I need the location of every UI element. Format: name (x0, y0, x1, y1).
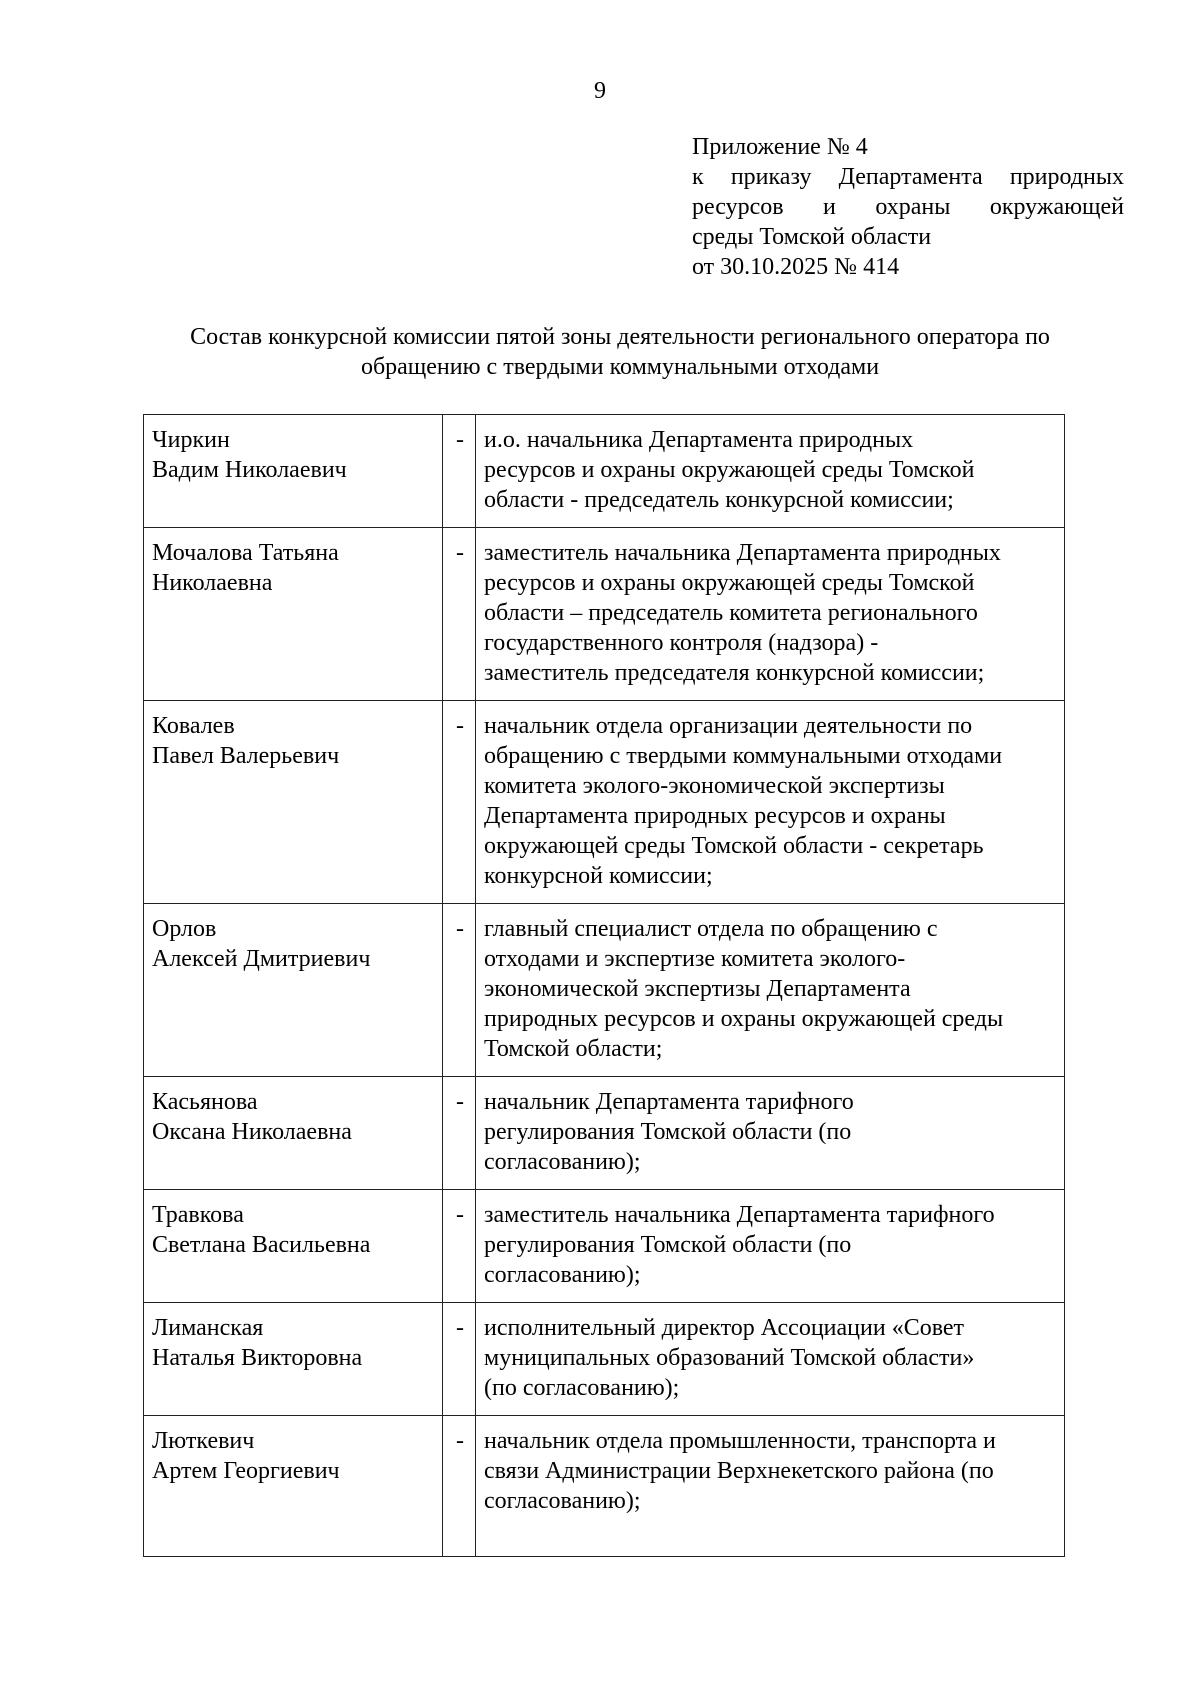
member-role-line: заместитель начальника Департамента природных (484, 540, 1001, 566)
member-role-line: природных ресурсов и охраны окружающей среды (484, 1006, 1004, 1032)
member-name-line: Травкова (152, 1202, 244, 1228)
member-role-line: начальник отдела организации деятельности по (484, 713, 973, 739)
member-name-cell (144, 701, 443, 904)
member-role-line: обращению с твердыми коммунальными отходами (484, 743, 1003, 769)
table-row (144, 904, 1065, 1077)
member-role-cell (476, 1190, 1065, 1303)
member-role-line: конкурсной комиссии; (484, 863, 713, 889)
dash-cell: - (443, 904, 476, 1077)
member-role-line: заместитель начальника Департамента тарифного (484, 1202, 995, 1228)
member-role-line: Департамента природных ресурсов и охраны (484, 803, 946, 829)
table-row (144, 415, 1065, 528)
appendix-header (692, 132, 1124, 282)
member-role-line: Томской области; (484, 1036, 663, 1062)
member-role-cell (476, 528, 1065, 701)
member-role-line: начальник Департамента тарифного (484, 1089, 854, 1115)
member-role-line: области - председатель конкурсной комиссии; (484, 487, 954, 513)
member-role-line: заместитель председателя конкурсной комиссии; (484, 660, 985, 686)
member-role-line: муниципальных образований Томской области» (484, 1345, 975, 1371)
member-name-line: Светлана Васильевна (152, 1232, 371, 1258)
dash-cell: - (443, 1077, 476, 1190)
member-name-line: Чиркин (152, 427, 230, 453)
member-role-line: регулирования Томской области (по (484, 1119, 852, 1145)
dash-cell: - (443, 528, 476, 701)
member-role-cell (476, 701, 1065, 904)
member-name-cell (144, 1303, 443, 1416)
member-name-cell (144, 528, 443, 701)
title-line: обращению с твердыми коммунальными отходами (360, 354, 880, 380)
member-role-cell (476, 1303, 1065, 1416)
member-role-cell (476, 1416, 1065, 1557)
dash-cell: - (443, 1416, 476, 1557)
dash-cell: - (443, 1190, 476, 1303)
dash-cell: - (443, 701, 476, 904)
member-name-line: Ковалев (152, 713, 235, 739)
member-name-line: Оксана Николаевна (152, 1119, 352, 1145)
member-role-cell (476, 1077, 1065, 1190)
member-role-line: главный специалист отдела по обращению с (484, 916, 938, 942)
dash-cell: - (443, 415, 476, 528)
table-row (144, 1416, 1065, 1557)
member-role-line: исполнительный директор Ассоциации «Совет (484, 1315, 965, 1341)
member-name-line: Орлов (152, 916, 217, 942)
member-name-line: Касьянова (152, 1089, 258, 1115)
member-role-line: регулирования Томской области (по (484, 1232, 852, 1258)
title-line: Состав конкурсной комиссии пятой зоны деятельности регионального оператора по (190, 324, 1050, 350)
member-role-line: (по согласованию); (484, 1375, 680, 1401)
table-row (144, 701, 1065, 904)
appendix-line: среды Томской области (692, 224, 932, 250)
member-name-cell (144, 415, 443, 528)
table-row (144, 1190, 1065, 1303)
member-name-line: Вадим Николаевич (152, 457, 347, 483)
member-name-cell (144, 1416, 443, 1557)
commission-members-table (143, 414, 1065, 1557)
member-role-line: ресурсов и охраны окружающей среды Томской (484, 570, 975, 596)
member-role-line: связи Администрации Верхнекетского района (по (484, 1458, 994, 1484)
table-row (144, 1303, 1065, 1416)
member-role-line: государственного контроля (надзора) - (484, 630, 879, 656)
member-name-cell (144, 1077, 443, 1190)
member-role-line: согласованию); (484, 1488, 641, 1514)
table-row (144, 1077, 1065, 1190)
document-title (140, 322, 1100, 382)
member-name-line: Мочалова Татьяна (152, 540, 339, 566)
member-name-line: Лиманская (152, 1315, 264, 1341)
member-role-cell (476, 415, 1065, 528)
appendix-line: Приложение № 4 (692, 134, 868, 160)
appendix-line: от 30.10.2025 № 414 (692, 254, 900, 280)
member-role-line: согласованию); (484, 1149, 641, 1175)
page-number: 9 (594, 78, 606, 104)
member-name-line: Алексей Дмитриевич (152, 946, 371, 972)
member-role-line: ресурсов и охраны окружающей среды Томской (484, 457, 975, 483)
member-role-line: экономической экспертизы Департамента (484, 976, 911, 1002)
appendix-line: ресурсов и охраны окружающей (692, 194, 1124, 220)
member-role-cell (476, 904, 1065, 1077)
member-role-line: окружающей среды Томской области - секретарь (484, 833, 984, 859)
member-role-line: согласованию); (484, 1262, 641, 1288)
dash-cell: - (443, 1303, 476, 1416)
member-role-line: и.о. начальника Департамента природных (484, 427, 914, 453)
member-name-line: Артем Георгиевич (152, 1458, 340, 1484)
member-role-line: начальник отдела промышленности, транспорта и (484, 1428, 996, 1454)
member-role-line: отходами и экспертизе комитета эколого- (484, 946, 906, 972)
member-name-line: Наталья Викторовна (152, 1345, 363, 1371)
member-role-line: области – председатель комитета регионального (484, 600, 978, 626)
member-role-line: комитета эколого-экономической экспертизы (484, 773, 945, 799)
member-name-cell (144, 1190, 443, 1303)
member-name-line: Николаевна (152, 570, 273, 596)
member-name-cell (144, 904, 443, 1077)
member-name-line: Люткевич (152, 1428, 255, 1454)
member-name-line: Павел Валерьевич (152, 743, 340, 769)
table-row (144, 528, 1065, 701)
appendix-line: к приказу Департамента природных (692, 164, 1124, 190)
